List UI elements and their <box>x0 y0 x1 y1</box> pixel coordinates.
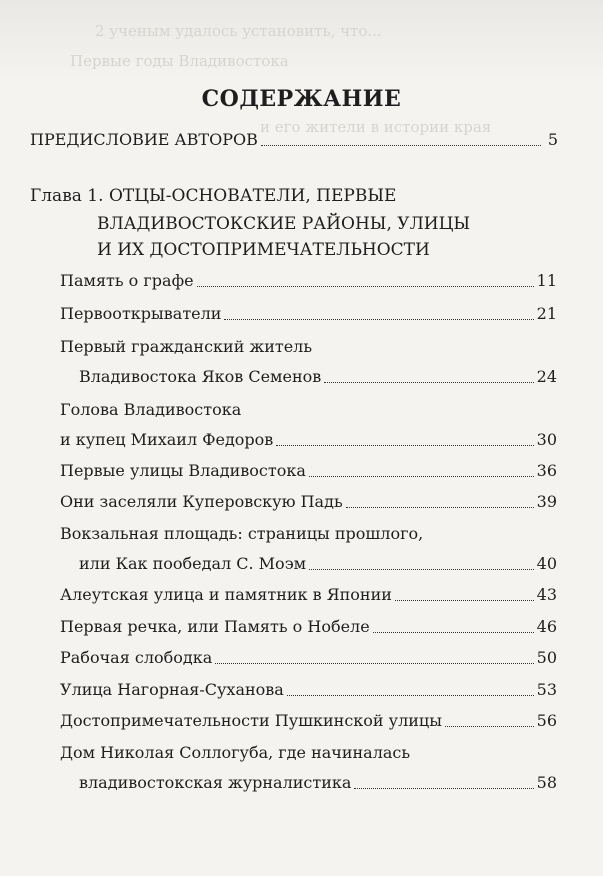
toc-page-number: 11 <box>536 271 557 290</box>
toc-page-number: 46 <box>536 617 557 636</box>
dot-leader <box>445 725 534 727</box>
toc-entry-title: владивостокская журналистика <box>79 773 352 792</box>
toc-entry-title: Владивостока Яков Семенов <box>79 367 322 386</box>
chapter-title: И ИХ ДОСТОПРИМЕЧАТЕЛЬНОСТИ <box>97 240 430 260</box>
toc-entry-title: Улица Нагорная-Суханова <box>60 680 284 699</box>
toc-page-number: 43 <box>536 585 557 604</box>
toc-entry-title: Первая речка, или Память о Нобеле <box>60 617 370 636</box>
toc-entry[interactable] <box>60 585 557 605</box>
toc-page-number: 50 <box>536 648 557 667</box>
toc-page-number: 30 <box>536 430 557 449</box>
toc-page-number: 39 <box>536 492 557 511</box>
toc-entry[interactable] <box>60 271 557 291</box>
bleed-through-text: и его жители в истории края <box>260 118 492 136</box>
dot-leader <box>324 381 533 383</box>
page-title: СОДЕРЖАНИЕ <box>201 86 402 112</box>
toc-entry-title: и купец Михаил Федоров <box>60 430 274 449</box>
toc-entry-title: Вокзальная площадь: страницы прошлого, <box>60 524 424 543</box>
chapter-title: ОТЦЫ-ОСНОВАТЕЛИ, ПЕРВЫЕ <box>108 186 397 206</box>
toc-entry-title: Достопримечательности Пушкинской улицы <box>60 711 442 730</box>
toc-entry-title: Дом Николая Соллогуба, где начиналась <box>60 743 411 762</box>
toc-entry[interactable] <box>60 617 557 637</box>
toc-page-number: 5 <box>547 130 558 149</box>
toc-entry-title: Первооткрыватели <box>60 304 222 323</box>
dot-leader <box>309 568 534 570</box>
toc-page-number: 56 <box>536 711 557 730</box>
toc-entry[interactable] <box>60 648 557 668</box>
toc-entry[interactable] <box>60 711 557 731</box>
toc-entry-title: ПРЕДИСЛОВИЕ АВТОРОВ <box>30 130 258 149</box>
bleed-through-text: Первые годы Владивостока <box>70 52 289 70</box>
toc-entry[interactable] <box>60 492 557 512</box>
dot-leader <box>224 318 533 320</box>
dot-leader <box>276 444 533 446</box>
chapter-title: ВЛАДИВОСТОКСКИЕ РАЙОНЫ, УЛИЦЫ <box>97 214 471 234</box>
chapter-label: Глава 1. <box>30 186 104 206</box>
dot-leader <box>346 506 534 508</box>
toc-page-number: 40 <box>536 554 557 573</box>
dot-leader <box>354 787 533 789</box>
toc-entry[interactable] <box>60 461 557 481</box>
bleed-through-text: 2 ученым удалось установить, что... <box>95 22 382 40</box>
toc-entry[interactable] <box>60 304 557 324</box>
toc-entry-title: Они заселяли Куперовскую Падь <box>60 492 343 511</box>
toc-entry-title: Первые улицы Владивостока <box>60 461 306 480</box>
dot-leader <box>373 631 534 633</box>
toc-entry-title: Первый гражданский житель <box>60 337 313 356</box>
toc-page-number: 58 <box>536 773 557 792</box>
toc-entry[interactable] <box>79 367 557 387</box>
toc-entry[interactable] <box>60 430 557 450</box>
dot-leader <box>197 285 534 287</box>
chapter-heading-line <box>30 186 396 206</box>
dot-leader <box>309 475 534 477</box>
dot-leader <box>287 694 534 696</box>
dot-leader <box>261 144 541 146</box>
toc-entry-preface[interactable] <box>30 130 558 150</box>
toc-entry-title: Рабочая слободка <box>60 648 213 667</box>
toc-page-number: 53 <box>536 680 557 699</box>
toc-entry[interactable] <box>60 680 557 700</box>
toc-page-number: 36 <box>536 461 557 480</box>
toc-entry[interactable] <box>79 773 557 793</box>
toc-entry[interactable] <box>79 554 557 574</box>
toc-entry-title: Алеутская улица и памятник в Японии <box>60 585 392 604</box>
toc-entry-title: или Как пообедал С. Моэм <box>79 554 307 573</box>
toc-page-number: 21 <box>536 304 557 323</box>
toc-entry-title: Память о графе <box>60 271 194 290</box>
toc-page-number: 24 <box>536 367 557 386</box>
dot-leader <box>215 662 533 664</box>
dot-leader <box>395 599 534 601</box>
toc-entry-title: Голова Владивостока <box>60 400 242 419</box>
